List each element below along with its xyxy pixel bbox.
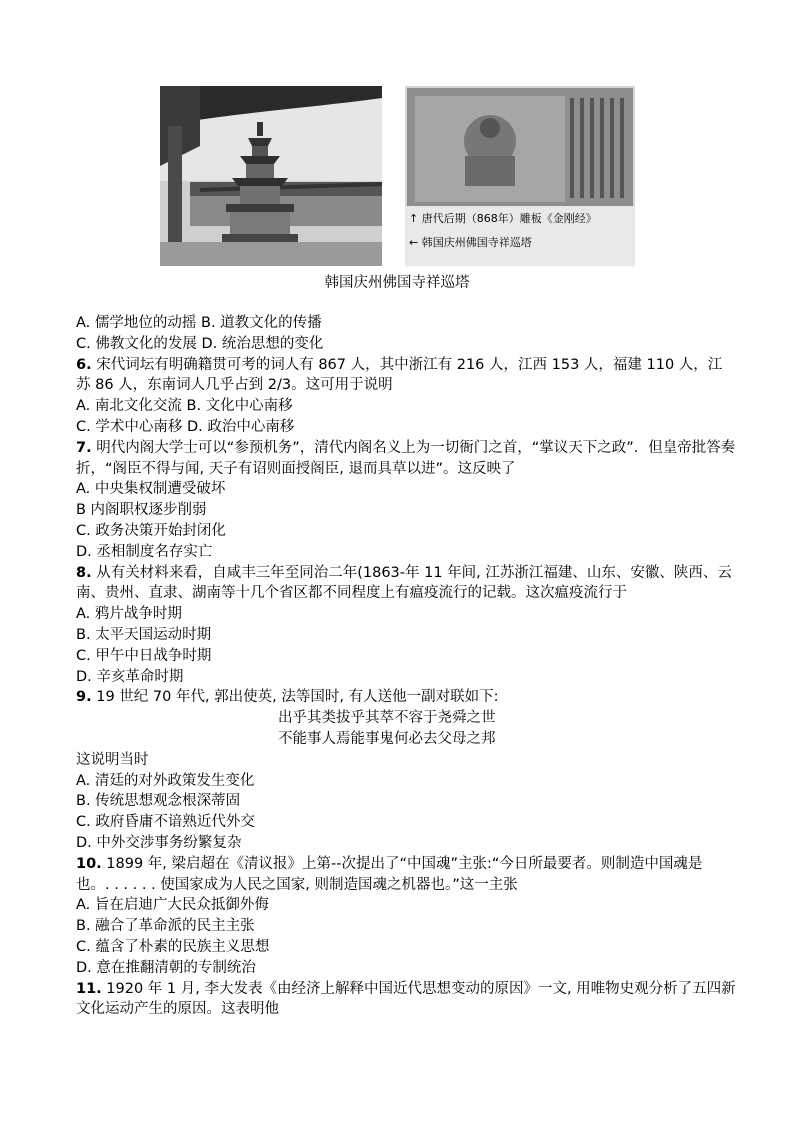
q8-option-b: B. 太平天国运动时期	[76, 626, 212, 643]
q9-stem	[76, 687, 736, 708]
q7-option-a: A. 中央集权制遭受破坏	[76, 481, 226, 498]
q7-text: 明代内阁大学士可以“参预机务”，清代内阁名义上为一切衙门之首，“掌议天下之政”．但皇帝批答奏折，“阁臣不得与闻, 天子有诏则面授阁臣, 退而具草以进”。这反映了	[76, 439, 736, 477]
q10-number: 10.	[76, 855, 102, 872]
sutra-label-1: ↑ 唐代后期（868年）雕板《金刚经》	[409, 212, 597, 225]
q9-number: 9.	[76, 689, 92, 706]
sutra-label-2: ← 韩国庆州佛国寺祥巡塔	[409, 236, 532, 249]
q10-stem	[76, 854, 736, 896]
q5-options-ab: A. 儒学地位的动摇 B. 道教文化的传播	[76, 315, 322, 331]
q9-option-b: B. 传统思想观念根深蒂固	[76, 793, 241, 810]
q10-option-b: B. 融合了革命派的民主主张	[76, 918, 255, 935]
q7-option-b: B 内阁职权逐步削弱	[76, 502, 207, 519]
q10-text: 1899 年, 梁启超在《清议报》上第--次提出了“中国魂”主张:“今日所最要者。则制造中国魂是也。. . . . . . 使国家成为人民之国家, 则制造国魂之机器也。”这一主张	[76, 855, 703, 893]
arrow-up-icon: ↑	[409, 212, 419, 225]
q7-number: 7.	[76, 439, 92, 456]
q7-option-d: D. 丞相制度名存实亡	[76, 543, 213, 560]
q8-text: 从有关材料来看，自咸丰三年至同治二年(1863-年 11 年间, 江苏浙江福建、山东、安徽、陕西、云南、贵州、直隶、湖南等十几个省区都不同程度上有瘟疫流行的记载。这次瘟疫流行于	[76, 564, 732, 602]
q7-stem	[76, 438, 736, 480]
arrow-left-icon: ←	[409, 236, 419, 249]
q7-option-c: C. 政务决策开始封闭化	[76, 522, 226, 539]
q8-option-c: C. 甲午中日战争时期	[76, 647, 212, 664]
questions	[76, 313, 736, 1020]
q8-option-d: D. 辛亥革命时期	[76, 668, 184, 685]
q10-option-c: C. 蕴含了朴素的民族主义思想	[76, 938, 270, 955]
q5-options-cd: C. 佛教文化的发展 D. 统治思想的变化	[76, 335, 324, 352]
q10-option-d: D. 意在推翻清朝的专制统治	[76, 959, 256, 976]
figure-caption: 韩国庆州佛国寺祥巡塔	[324, 275, 470, 291]
pagoda-illustration	[160, 86, 382, 266]
q6-text: 宋代词坛有明确籍贯可考的词人有 867 人，其中浙江有 216 人，江西 153 人，福建 110 人，江苏 86 人，东南词人几乎占到 2/3。这可用于说明	[76, 356, 723, 394]
q9-couplet-upper: 出乎其类拔乎其萃不容于尧舜之世	[278, 710, 496, 727]
q10-option-a: A. 旨在启迪广大民众抵御外侮	[76, 897, 269, 914]
q6-stem	[76, 355, 736, 397]
q8-option-a: A. 鸦片战争时期	[76, 606, 182, 623]
q8-number: 8.	[76, 564, 92, 581]
q11-number: 11.	[76, 980, 102, 997]
q9-couplet-lower: 不能事人焉能事鬼何必去父母之邦	[278, 730, 496, 747]
q6-number: 6.	[76, 356, 92, 373]
pagoda-photo	[160, 86, 382, 266]
q9-option-a: A. 清廷的对外政策发生变化	[76, 772, 255, 789]
q9-text: 19 世纪 70 年代, 郭出使英, 法等国时, 有人送他一副对联如下:	[96, 689, 499, 706]
q6-options-cd: C. 学术中心南移 D. 政治中心南移	[76, 418, 295, 435]
q9-option-d: D. 中外交涉事务纷繁复杂	[76, 834, 242, 851]
q11-stem	[76, 979, 736, 1021]
sutra-print-photo	[405, 86, 635, 266]
figure-photos	[0, 86, 794, 266]
q9-option-c: C. 政府昏庸不谙熟近代外交	[76, 814, 255, 831]
q6-options-ab: A. 南北文化交流 B. 文化中心南移	[76, 398, 293, 415]
q11-text: 1920 年 1 月, 李大发表《由经济上解释中国近代思想变动的原因》一文, 用唯物史观分析了五四新文化运动产生的原因。这表明他	[76, 980, 736, 1018]
q8-stem	[76, 563, 736, 605]
q9-stem-continuation: 这说明当时	[76, 751, 149, 768]
